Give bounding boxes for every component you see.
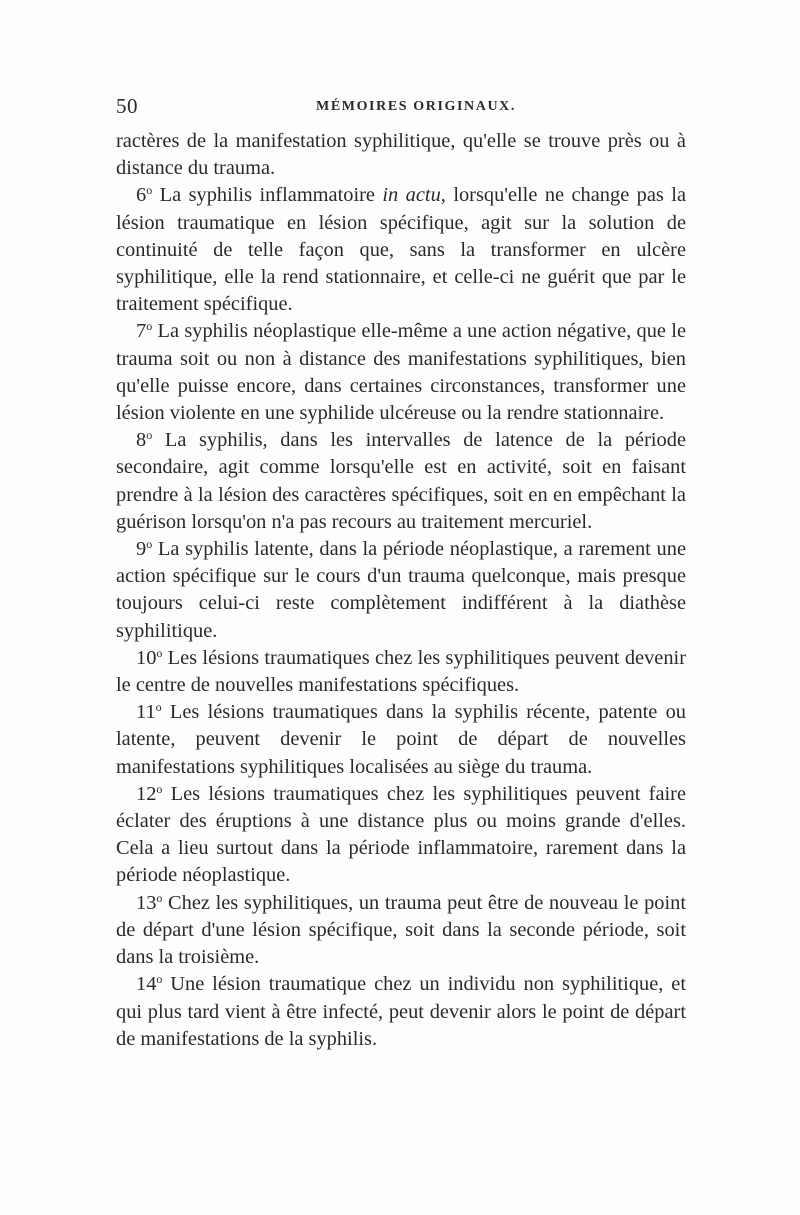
body-text xyxy=(116,128,686,1053)
paragraph-number: 10$^o$ xyxy=(136,645,163,669)
paragraph-text: Chez les syphilitiques, un trauma peut être de nouveau le point de départ d'une lésion spécifique, soit dans la seconde période, soit dans la troisième. xyxy=(116,891,686,969)
paragraph-number: 6$^o$ xyxy=(136,183,153,207)
paragraph-9 xyxy=(116,536,686,645)
paragraph-text: La syphilis néoplastique elle-même a une action négative, que le trauma soit ou non à distance des manifestations syphilitiques, bien qu'elle puisse encore, dans certaines circonstances, transformer une lésion violente en une syphilide ulcéreuse ou la rendre stationnaire. xyxy=(116,320,686,425)
paragraph-number: 11$^o$ xyxy=(136,700,162,724)
paragraph-text-lead: La syphilis inflammatoire xyxy=(152,184,383,207)
paragraph-text: La syphilis, dans les intervalles de latence de la période secondaire, agit comme lorsqu'elle est en activité, soit en faisant prendre à la lésion des caractères spécifiques, soit en en empêchant la guérison lorsqu'on n'a pas recours au traitement mercuriel. xyxy=(116,429,686,533)
paragraph-8 xyxy=(116,427,686,536)
paragraph-14 xyxy=(116,971,686,1053)
paragraph-text: lorsqu'elle ne change pas la lésion traumatique en lésion spécifique, agit sur la solution de continuité de telle façon que, sans la transformer en ulcère syphilitique, elle la rend stationnaire, et celle-ci ne guérit que par le traitement spécifique. xyxy=(116,184,686,316)
page-number: 50 xyxy=(116,94,138,118)
paragraph-10 xyxy=(116,645,686,699)
paragraph-text: Les lésions traumatiques dans la syphilis récente, patente ou latente, peuvent devenir le point de départ de nouvelles manifestations syphilitiques localisées au siège du trauma. xyxy=(116,701,686,778)
paragraph-number: 9$^o$ xyxy=(136,537,153,561)
italic-phrase: in actu, xyxy=(382,184,446,207)
paragraph-text: ractères de la manifestation syphilitique, qu'elle se trouve près ou à distance du trauma. xyxy=(116,130,686,180)
paragraph-number: 7$^o$ xyxy=(136,319,153,343)
paragraph-12 xyxy=(116,781,686,890)
paragraph-continuation xyxy=(116,128,686,182)
paragraph-number: 13$^o$ xyxy=(136,890,163,914)
paragraph-number: 14$^o$ xyxy=(136,972,163,996)
paragraph-13 xyxy=(116,890,686,972)
paragraph-text: Une lésion traumatique chez un individu non syphilitique, et qui plus tard vient à être infecté, peut devenir alors le point de départ de manifestations de la syphilis. xyxy=(116,973,686,1050)
paragraph-7 xyxy=(116,318,686,427)
paragraph-text: Les lésions traumatiques chez les syphilitiques peuvent devenir le centre de nouvelles manifestations spécifiques. xyxy=(116,646,686,697)
paragraph-11 xyxy=(116,699,686,781)
paragraph-text: Les lésions traumatiques chez les syphilitiques peuvent faire éclater des éruptions à une distance plus ou moins grande d'elles. Cela a lieu surtout dans la période inflammatoire, rarement dans la période néoplastique. xyxy=(116,782,686,887)
paragraph-6 xyxy=(116,182,686,318)
paragraph-number: 12$^o$ xyxy=(136,781,163,805)
running-head xyxy=(116,94,686,124)
running-title: MÉMOIRES ORIGINAUX. xyxy=(316,99,516,114)
paragraph-number: 8$^o$ xyxy=(136,428,153,452)
paragraph-text: La syphilis latente, dans la période néoplastique, a rarement une action spécifique sur le cours d'un trauma quelconque, mais presque toujours celui-ci reste complètement indifférent à la diathèse syphilitique. xyxy=(116,538,686,642)
